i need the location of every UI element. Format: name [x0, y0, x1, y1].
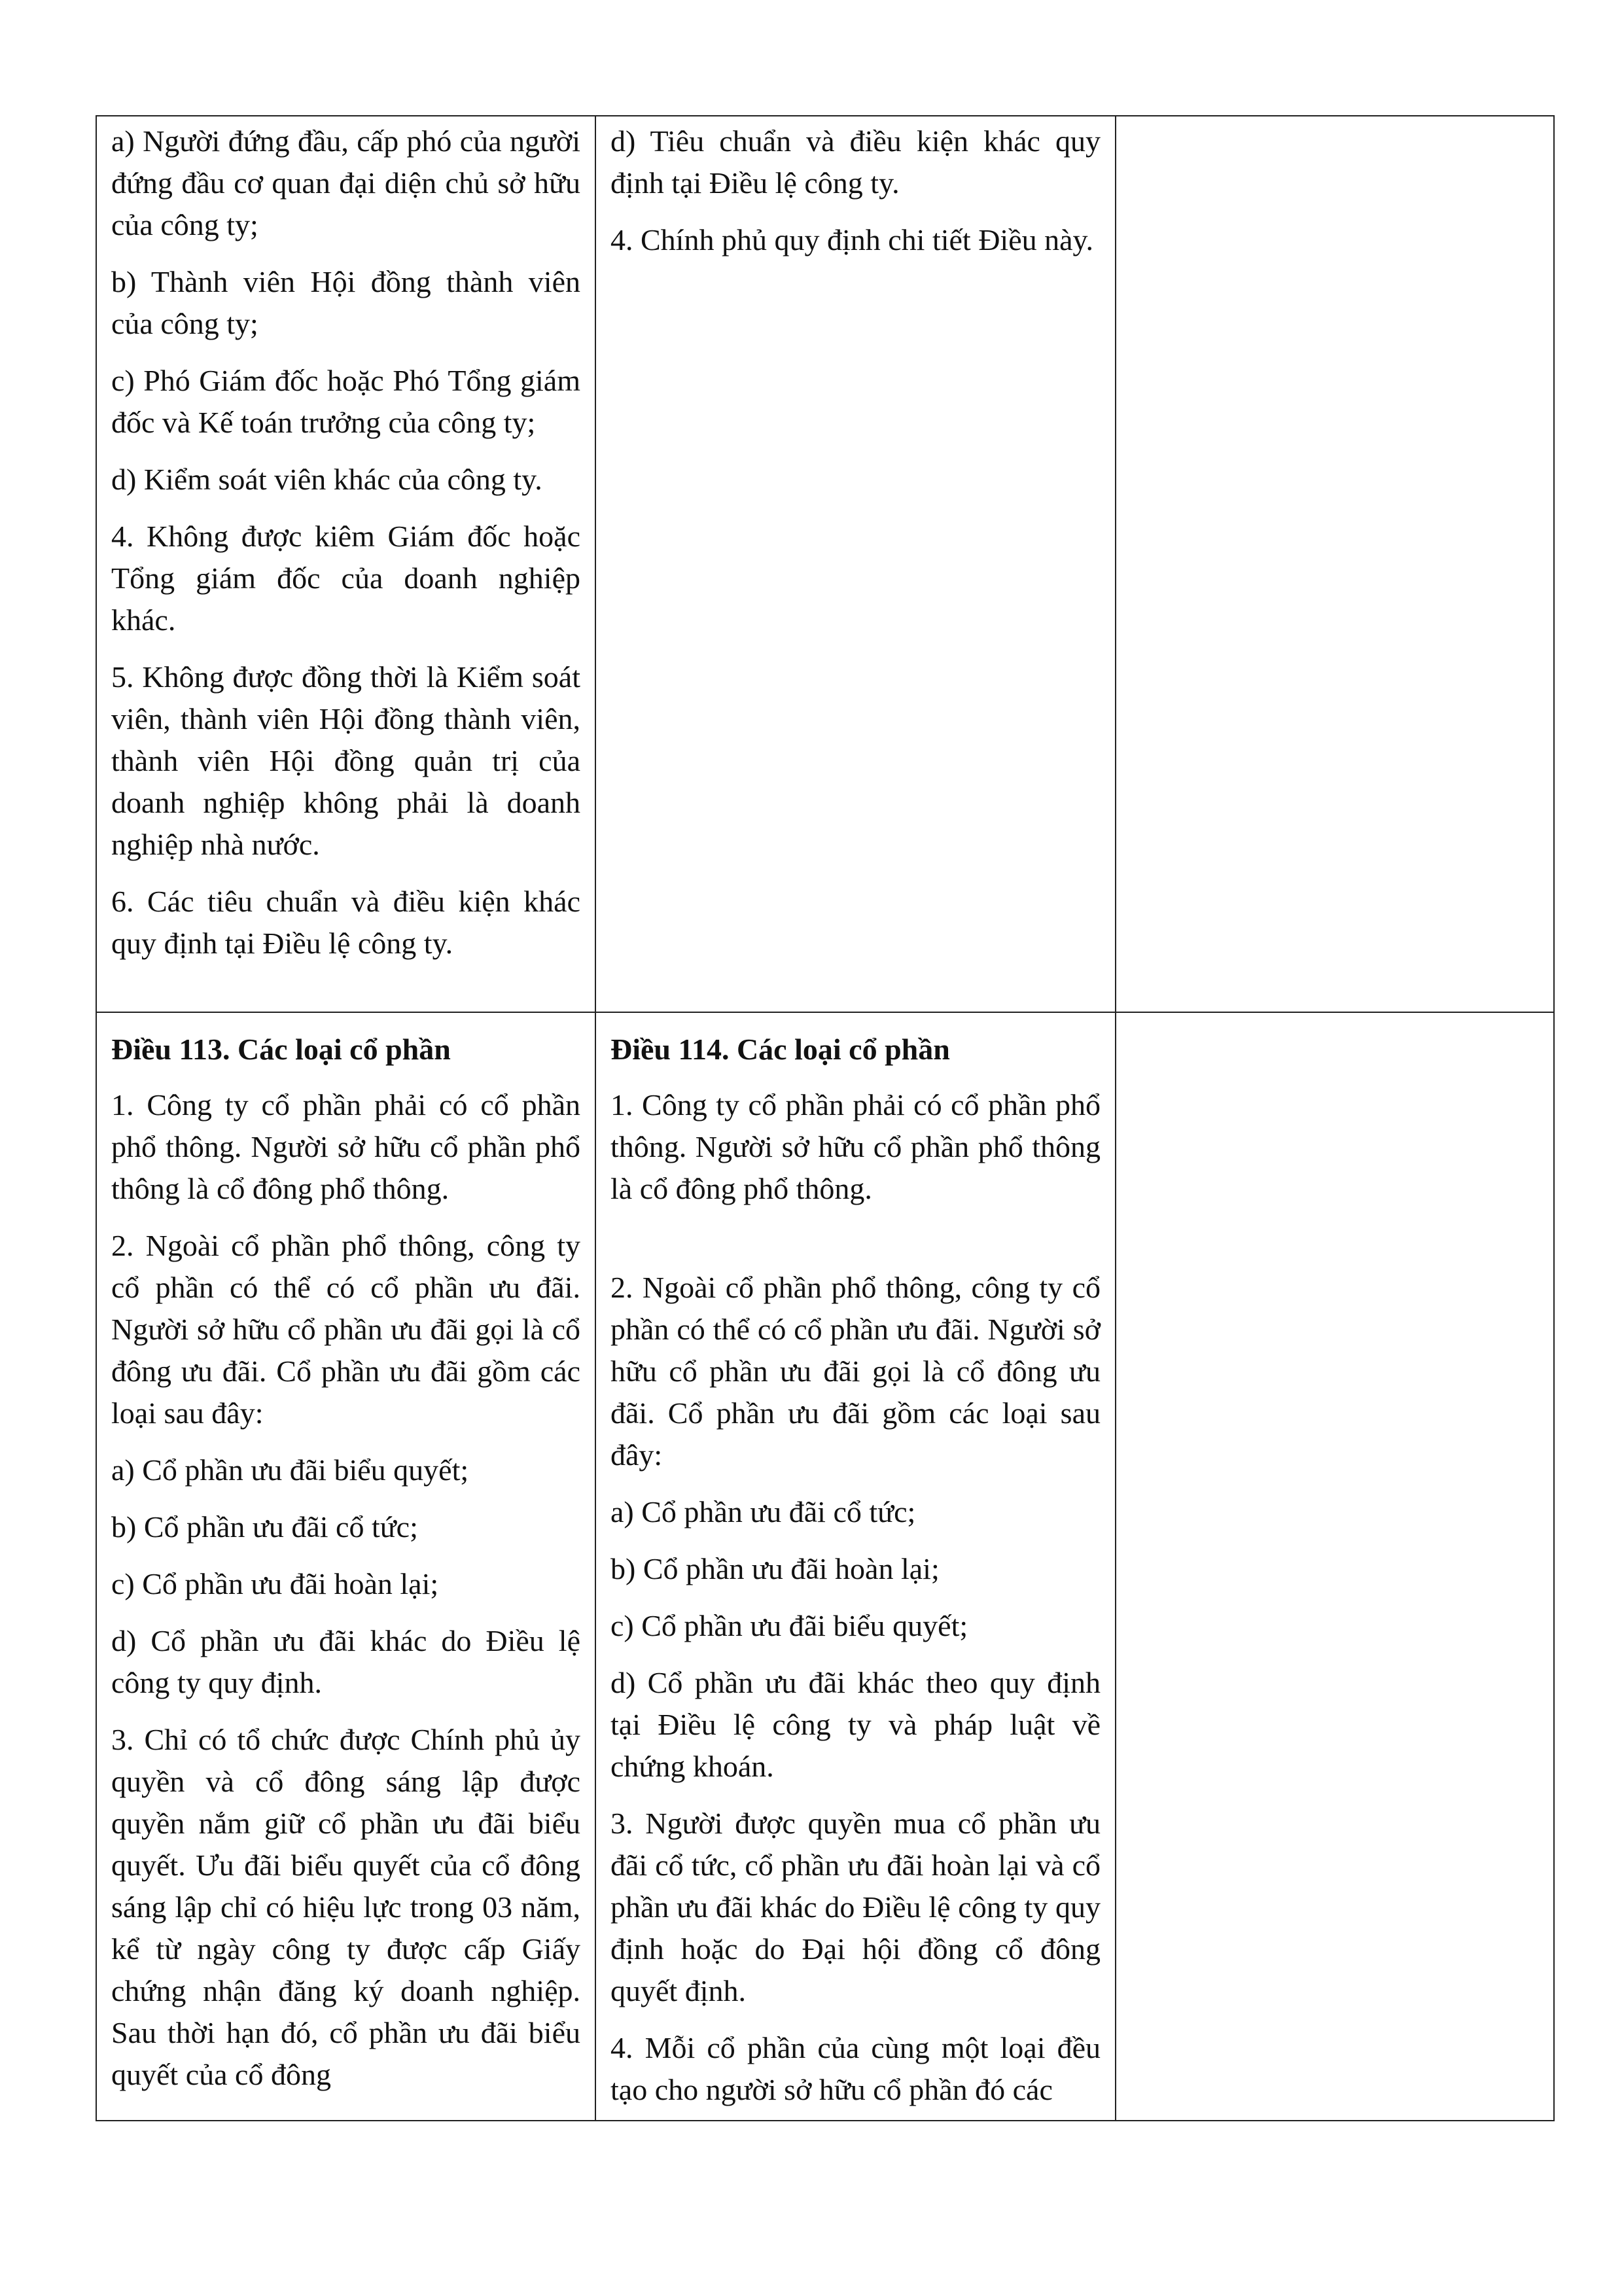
row1-col1-cell — [96, 116, 595, 1012]
paragraph: 2. Ngoài cổ phần phổ thông, công ty cổ phần có thể có cổ phần ưu đãi. Người sở hữu cổ phần ưu đãi gọi là cổ đông ưu đãi. Cổ phần ưu đãi gồm các loại sau đây: — [111, 1229, 580, 1430]
table-row — [96, 1012, 1554, 2121]
paragraph: 3. Người được quyền mua cổ phần ưu đãi cổ tức, cổ phần ưu đãi hoàn lại và cổ phần ưu đãi khác do Điều lệ công ty quy định hoặc do Đại hội đồng cổ đông quyết định. — [610, 1807, 1101, 2007]
paragraph: 5. Không được đồng thời là Kiểm soát viên, thành viên Hội đồng thành viên, thành viên Hội đồng quản trị của doanh nghiệp không phải là doanh nghiệp nhà nước. — [111, 660, 580, 861]
paragraph: d) Cổ phần ưu đãi khác do Điều lệ công ty quy định. — [111, 1624, 580, 1699]
paragraph: c) Cổ phần ưu đãi biểu quyết; — [610, 1609, 968, 1642]
row1-col3-cell — [1116, 116, 1554, 1012]
paragraph: d) Kiểm soát viên khác của công ty. — [111, 463, 542, 496]
paragraph: c) Cổ phần ưu đãi hoàn lại; — [111, 1567, 439, 1600]
paragraph: 1. Công ty cổ phần phải có cổ phần phổ thông. Người sở hữu cổ phần phổ thông là cổ đông phổ thông. — [610, 1088, 1101, 1205]
row2-col1-cell — [96, 1012, 595, 2121]
article-heading: Điều 113. Các loại cổ phần — [111, 1033, 451, 1066]
paragraph: a) Cổ phần ưu đãi cổ tức; — [610, 1495, 916, 1528]
paragraph: c) Phó Giám đốc hoặc Phó Tổng giám đốc và Kế toán trưởng của công ty; — [111, 364, 580, 439]
paragraph: 2. Ngoài cổ phần phổ thông, công ty cổ phần có thể có cổ phần ưu đãi. Người sở hữu cổ phần ưu đãi gọi là cổ đông ưu đãi. Cổ phần ưu đãi gồm các loại sau đây: — [610, 1271, 1101, 1472]
paragraph: a) Cổ phần ưu đãi biểu quyết; — [111, 1453, 469, 1487]
paragraph: 4. Chính phủ quy định chi tiết Điều này. — [610, 223, 1094, 256]
paragraph: 4. Mỗi cổ phần của cùng một loại đều tạo cho người sở hữu cổ phần đó các — [610, 2031, 1101, 2106]
paragraph: 4. Không được kiêm Giám đốc hoặc Tổng giám đốc của doanh nghiệp khác. — [111, 520, 580, 637]
table-row — [96, 116, 1554, 1012]
paragraph: d) Tiêu chuẩn và điều kiện khác quy định tại Điều lệ công ty. — [610, 124, 1101, 200]
paragraph: b) Thành viên Hội đồng thành viên của công ty; — [111, 265, 580, 340]
paragraph: a) Người đứng đầu, cấp phó của người đứng đầu cơ quan đại diện chủ sở hữu của công ty; — [111, 124, 580, 241]
row2-col2-cell — [595, 1012, 1116, 2121]
paragraph: b) Cổ phần ưu đãi cổ tức; — [111, 1510, 418, 1544]
blank-spacer — [610, 1225, 1101, 1267]
paragraph: d) Cổ phần ưu đãi khác theo quy định tại Điều lệ công ty và pháp luật về chứng khoán. — [610, 1666, 1101, 1783]
article-heading: Điều 114. Các loại cổ phần — [610, 1033, 950, 1066]
comparison-table — [96, 115, 1555, 2121]
row2-col3-cell — [1116, 1012, 1554, 2121]
paragraph: 1. Công ty cổ phần phải có cổ phần phổ thông. Người sở hữu cổ phần phổ thông là cổ đông phổ thông. — [111, 1088, 580, 1205]
paragraph: 3. Chỉ có tổ chức được Chính phủ ủy quyền và cổ đông sáng lập được quyền nắm giữ cổ phần ưu đãi biểu quyết. Ưu đãi biểu quyết của cổ đông sáng lập chỉ có hiệu lực trong 03 năm, kể từ ngày công ty được cấp Giấy chứng nhận đăng ký doanh nghiệp. Sau thời hạn đó, cổ phần ưu đãi biểu quyết của cổ đông — [111, 1723, 580, 2091]
row1-col2-cell — [595, 116, 1116, 1012]
paragraph: b) Cổ phần ưu đãi hoàn lại; — [610, 1552, 940, 1585]
paragraph: 6. Các tiêu chuẩn và điều kiện khác quy định tại Điều lệ công ty. — [111, 885, 580, 960]
